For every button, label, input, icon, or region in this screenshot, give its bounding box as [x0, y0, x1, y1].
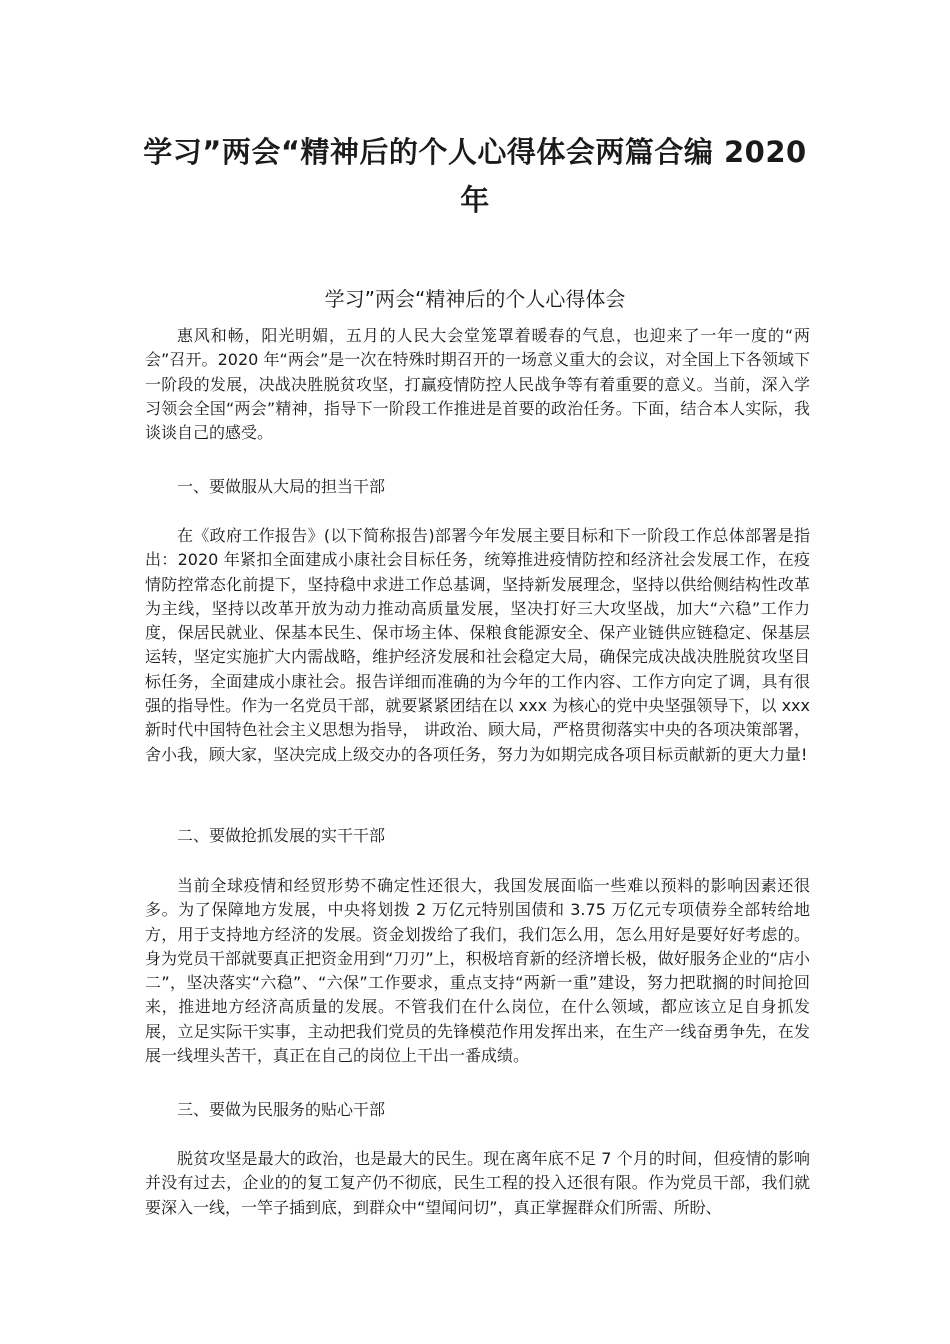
section-paragraph-3: 脱贫攻坚是最大的政治，也是最大的民生。现在离年底不足 7 个月的时间，但疫情的影响并没有过去，企业的的复工复产仍不彻底，民生工程的投入还很有限。作为党员干部，我们就要深入一线，一竿子插到底，到群众中“望闻问切”，真正掌握群众们所需、所盼、	[145, 1149, 810, 1217]
intro-paragraph: 惠风和畅，阳光明媚，五月的人民大会堂笼罩着暖春的气息，也迎来了一年一度的“两会”召开。2020 年“两会”是一次在特殊时期召开的一场意义重大的会议，对全国上下各领域下一阶段的发展，决战决胜脱贫攻坚，打赢疫情防控人民战争等有着重要的意义。当前，深入学习领会全国“两会”精神，指导下一阶段工作推进是首要的政治任务。下面，结合本人实际，我谈谈自己的感受。	[145, 326, 810, 443]
section-paragraph-2: 当前全球疫情和经贸形势不确定性还很大，我国发展面临一些难以预料的影响因素还很多。为了保障地方发展，中央将划拨 2 万亿元特别国债和 3.75 万亿元专项债券全部转给地方，用于支持地方经济的发展。资金划拨给了我们，我们怎么用，怎么用好是要好好考虑的。身为党员干部就要真正把资金用到“刀刃”上，积极培育新的经济增长极，做好服务企业的“店小二”，坚决落实“六稳”、“六保”工作要求，重点支持“两新一重”建设，努力把耽搁的时间抢回来，推进地方经济高质量的发展。不管我们在什么岗位，在什么领域，都应该立足自身抓发展，立足实际干实事，主动把我们党员的先锋模范作用发挥出来，在生产一线奋勇争先，在发展一线埋头苦干，真正在自己的岗位上干出一番成绩。	[145, 876, 810, 1066]
section-heading-3: 三、要做为民服务的贴心干部	[177, 1100, 386, 1119]
section-heading-2: 二、要做抢抓发展的实干干部	[177, 826, 386, 845]
section-title: 学习”两会“精神后的个人心得体会	[324, 287, 626, 311]
section-paragraph-1: 在《政府工作报告》(以下简称报告)部署今年发展主要目标和下一阶段工作总体部署是指出：2020 年紧扣全面建成小康社会目标任务，统筹推进疫情防控和经济社会发展工作，在疫情防控常态化前提下，坚持稳中求进工作总基调，坚持新发展理念，坚持以供给侧结构性改革为主线，坚持以改革开放为动力推动高质量发展，坚决打好三大攻坚战，加大“六稳”工作力度，保居民就业、保基本民生、保市场主体、保粮食能源安全、保产业链供应链稳定、保基层运转，坚定实施扩大内需战略，维护经济发展和社会稳定大局，确保完成决战决胜脱贫攻坚目标任务，全面建成小康社会。报告详细而准确的为今年的工作内容、工作方向定了调，具有很强的指导性。作为一名党员干部，就要紧紧团结在以 xxx 为核心的党中央坚强领导下，以 xxx 新时代中国特色社会主义思想为指导， 讲政治、顾大局，严格贯彻落实中央的各项决策部署，舍小我，顾大家，坚决完成上级交办的各项任务，努力为如期完成各项目标贡献新的更大力量!	[145, 526, 810, 764]
section-heading-1: 一、要做服从大局的担当干部	[177, 477, 386, 496]
document-title: 学习”两会“精神后的个人心得体会两篇合编 2020 年	[143, 135, 807, 217]
